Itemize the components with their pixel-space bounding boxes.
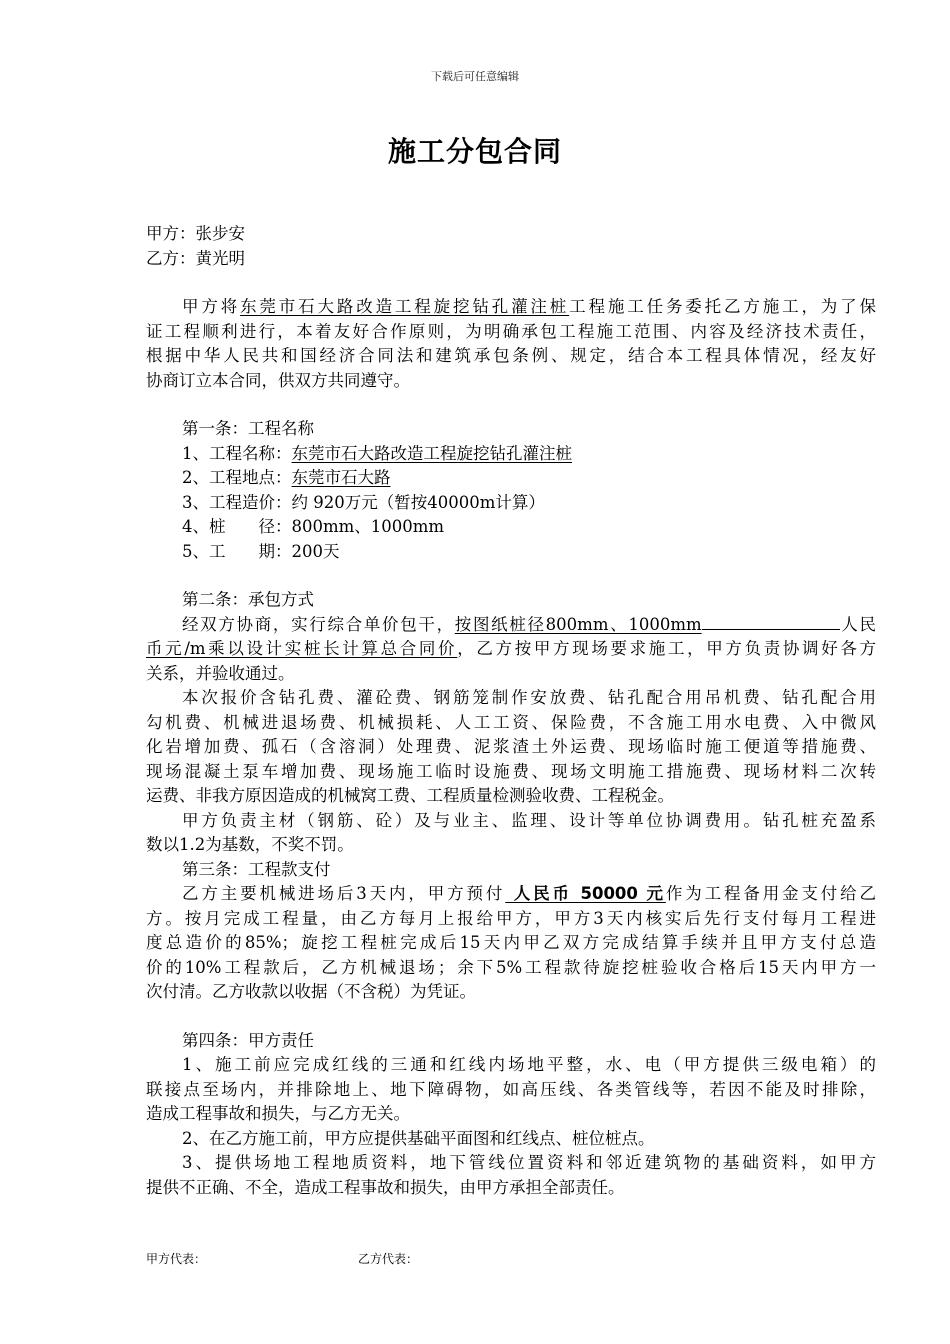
article-4-heading: 第四条：甲方责任: [182, 1030, 314, 1050]
advance-payment-amount: 人民币 50000 元: [505, 884, 666, 903]
rep-a-label: 甲方代表：: [146, 1252, 207, 1266]
article-3-heading: 第三条：工程款支付: [182, 859, 331, 879]
header-note: 下载后可任意编辑: [431, 70, 519, 83]
rep-b-label: 乙方代表：: [358, 1252, 419, 1266]
article-2-heading: 第二条：承包方式: [182, 590, 314, 609]
party-a: 甲方：张步安: [146, 224, 245, 243]
project-cost: 3、工程造价：约 920万元（暂按40000m计算）: [182, 492, 545, 512]
article-2: 第二条：承包方式 经双方协商，实行综合单价包干，按图纸桩径800mm、1000mm 人民 币元/m乘以设计实桩长计算总合同价，乙方按甲方现场要求施工，甲方负责协调好各方 关系，并验收通过。 本次报价含钻孔费、灌砼费、钢筋笼制作安放费、钻孔配合用吊机费、钻孔配合用 勾机费、机械进退场费、机械损耗、人工工资、保险费，不含施工用水电费、入中微风 化岩增加费、孤石（含溶洞）处理费、泥浆渣土外运费、现场临时施工便道等措施费、 现场混凝土泵车增加费、现场施工临时设施费、现场文明施工措施费、现场材料二次转 运费、非我方原因造成的机械窝工费、工程质量检测验收费、工程税金。 甲方负责主材（钢筋、砼）及与业主、监理、设计等单位协调费用。钻孔桩充盈系 数以1.2为基数，不奖不罚。: [146, 590, 876, 854]
contract-title: 施工分包合同: [387, 135, 562, 168]
project-period: 5、工 期：200天: [182, 541, 340, 561]
project-name-underlined: 东莞市石大路改造工程旋挖钻孔灌注桩: [240, 297, 570, 316]
project-location-value: 东莞市石大路: [291, 468, 391, 487]
party-b: 乙方：黄光明: [146, 248, 245, 268]
article-4: 第四条：甲方责任 1、施工前应完成红线的三通和红线内场地平整，水、电（甲方提供三级电箱）的 联接点至场内，并排除地上、地下障碍物，如高压线、各类管线等，若因不能及时排除， 造成工程事故和损失，与乙方无关。 2、在乙方施工前，甲方应提供基础平面图和红线点、桩位桩点。 3、提供场地工程地质资料，地下管线位置资料和邻近建筑物的基础资料，如甲方 提供不正确、不全，造成工程事故和损失，由甲方承担全部责任。: [146, 1030, 876, 1197]
article-1-heading: 第一条：工程名称: [182, 419, 314, 438]
article-1: 第一条：工程名称 1、工程名称：东莞市石大路改造工程旋挖钻孔灌注桩 2、工程地点：东莞市石大路 3、工程造价：约 920万元（暂按40000m计算） 4、桩 径：800mm、1000mm 5、工 期：200天: [146, 417, 876, 564]
signature-footer: [146, 1250, 418, 1267]
intro-paragraph: 甲方将东莞市石大路改造工程旋挖钻孔灌注桩工程施工任务委托乙方施工，为了保 证工程顺利进行，本着友好合作原则，为明确承包工程施工范围、内容及经济技术责任， 根据中华人民共和国经济合同法和建筑承包条例、规定，结合本工程具体情况，经友好 协商订立本合同，供双方共同遵守。: [146, 297, 877, 390]
pile-diameter: 4、桩 径：800mm、1000mm: [182, 517, 445, 536]
contract-body: [146, 222, 876, 1200]
article-3: 第三条：工程款支付 乙方主要机械进场后3天内，甲方预付 人民币 50000 元作为工程备用金支付给乙 方。按月完成工程量，由乙方每月上报给甲方，甲方3天内核实后先行支付每月工程进 度总造价的85%；旋挖工程桩完成后15天内甲乙双方完成结算手续并且甲方支付总造 价的10%工程款后，乙方机械退场；余下5%工程款待旋挖桩验收合格后15天内甲方一 次付清。乙方收款以收据（不含税）为凭证。: [146, 859, 877, 1001]
project-name-value: 东莞市石大路改造工程旋挖钻孔灌注桩: [291, 443, 572, 463]
price-blank: [702, 615, 840, 630]
